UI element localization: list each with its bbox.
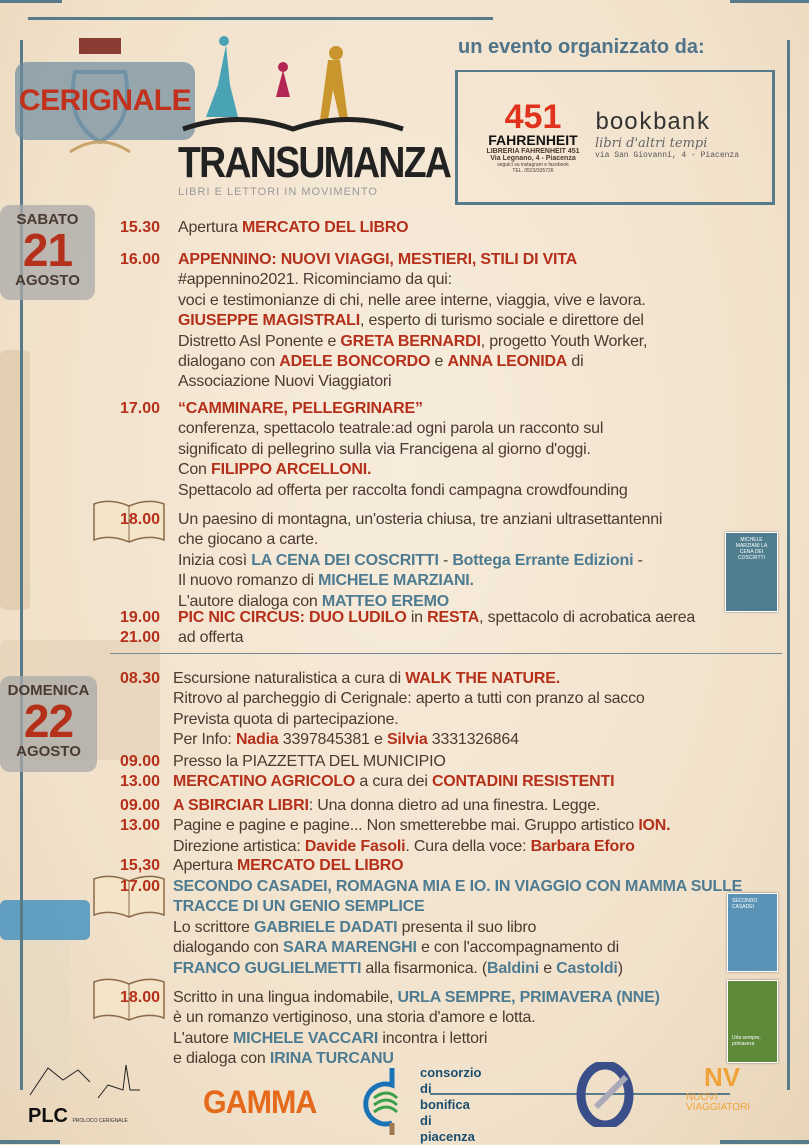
time-column [104,752,160,793]
highlight-red-text: ANNA LEONIDA [447,353,568,371]
text: Direzione artistica: [173,837,305,855]
description-line [178,481,628,501]
sponsor-gamma-logo: GAMMA [202,1084,317,1120]
highlight-blue-text: URLA SEMPRE, PRIMAVERA (NNE) [397,989,660,1006]
description-line [173,772,614,792]
consorzio-line: consorzio [420,1065,482,1080]
description-line [178,608,695,628]
event-time: 09.00 [119,797,160,814]
frame-line [730,0,809,3]
text: conferenza, spettacolo teatrale:ad ogni parola un racconto sul [178,420,604,438]
description-line [178,332,647,352]
event-description [178,250,647,393]
description-line [173,710,645,730]
description-line [173,816,670,836]
highlight-blue-text: Baldini [487,959,539,977]
description-line [178,352,647,372]
event-description [173,796,670,857]
description-line [178,372,647,392]
books-decoration [0,900,90,940]
description-line [173,988,660,1008]
cover-title: SECONDO CASADEI [732,898,758,910]
text: Scritto in una lingua indomabile, [173,989,398,1006]
bookbank-address: via San Giovanni, 4 - Piacenza [595,151,740,160]
description-line [173,752,614,772]
time-column [104,608,160,649]
event-time: 19.00 [119,609,160,626]
text: e dialoga con [173,1050,270,1068]
time-column [104,988,160,1008]
books-decoration [0,350,30,610]
fahrenheit-number: 451 [504,98,562,136]
time-column [104,250,160,270]
text: - [633,551,643,569]
fahrenheit-line: TEL. 0523/335726 [512,168,554,174]
frame-line [28,17,493,20]
event-time: 17.00 [119,878,160,895]
description-line [178,311,647,331]
text: . Cura della voce: [405,837,531,855]
description-line [178,218,408,238]
text: incontra i lettori [378,1029,488,1047]
description-line [178,460,628,480]
text: #appennino2021. Ricominciamo da qui: [178,271,452,289]
highlight-blue-text: IRINA TURCANU [269,1050,394,1068]
text: e [430,353,448,371]
highlight-blue-text: MICHELE MARZIANI. [318,572,474,590]
text: , progetto Youth Worker, [480,332,648,350]
town-badge: CERIGNALE [15,62,195,140]
time-column [104,399,160,419]
description-line [178,399,628,419]
description-line [173,959,742,979]
time-column [104,510,160,530]
text: Ritrovo al parcheggio di Cerignale: aperto a tutti con pranzo al sacco [173,690,645,708]
highlight-blue-text: Bottega Errante Edizioni [452,551,634,569]
description-line [173,730,645,750]
description-line [178,551,662,571]
plc-subtitle: PROLOCO CERIGNALE [72,1118,128,1124]
frame-line [787,40,790,1090]
frame-line [720,1140,809,1144]
description-line [178,419,628,439]
description-line [178,291,647,311]
text: Il nuovo romanzo di [178,572,319,590]
text: - [438,551,453,569]
time-column [104,669,160,689]
text: e [538,959,557,977]
logo-title: TRANSUMANZA [178,138,451,187]
text: ) [617,959,623,977]
sponsor-consorzio-logo [362,1063,482,1144]
day-divider [110,653,782,654]
description-line [173,689,645,709]
text: Un paesino di montagna, un'osteria chiusa, tre anziani ultrasettantenni [178,511,663,528]
highlight-red-text: WALK THE NATURE. [405,670,560,687]
description-line [178,571,662,591]
text: dialogano con [178,353,280,371]
highlight-blue-text: MICHELE VACCARI [232,1029,379,1047]
text: Distretto Asl Ponente e [178,332,341,350]
description-line [173,837,670,857]
event-description [173,752,614,793]
highlight-blue-text: FRANCO GUGLIELMETTI [173,959,362,977]
description-line [173,918,742,938]
text: 3397845381 e [278,731,387,749]
event-description [173,877,742,979]
event-description [173,856,403,876]
event-description [173,988,660,1070]
transumanza-logo [178,25,451,215]
event-time: 08.30 [119,670,160,687]
text: e con l'accompagnamento di [416,939,619,957]
month: AGOSTO [16,743,81,760]
time-column [104,796,160,837]
highlight-red-text: ION. [638,817,671,835]
day-number: 22 [23,695,74,747]
highlight-red-text: CONTADINI RESISTENTI [431,773,615,791]
description-line [178,510,662,530]
cover-title: Urla sempre, primavera [732,1035,761,1047]
nv-text: NV [704,1062,741,1092]
description-line [178,440,628,460]
text: Apertura [178,219,243,236]
description-line [178,270,647,290]
text: Apertura [173,857,238,874]
logo-subtitle: LIBRI E LETTORI IN MOVIMENTO [178,186,378,198]
description-line [173,1049,660,1069]
text: a cura dei [355,773,432,791]
time-column [104,877,160,897]
weekday: SABATO [16,211,79,228]
event-time: 15.30 [119,219,160,236]
highlight-red-text: GRETA BERNARDI [340,332,481,350]
day-number: 21 [22,224,73,276]
readers-illustration-icon [178,25,408,135]
fahrenheit-line: Via Legnano, 4 - Piacenza [490,155,576,162]
event-description [178,399,628,501]
highlight-red-text: ADELE BONCORDO [279,353,431,371]
description-line [173,897,742,917]
highlight-red-text: A SBIRCIAR LIBRI [173,797,309,814]
fahrenheit-line: LIBRERIA FAHRENHEIT 451 [486,148,580,155]
highlight-blue-text: SARA MARENGHI [283,939,417,957]
sponsor-nuovi-viaggiatori-logo [686,1062,786,1126]
text: 3331326864 [427,731,519,749]
consorzio-line: di piacenza [420,1113,475,1144]
text: L'autore dialoga con [178,592,322,610]
event-time: 09.00 [119,753,160,770]
event-time: 13.00 [119,773,160,791]
text: ad offerta [178,629,244,647]
event-time: 18.00 [119,989,160,1006]
description-line [173,796,670,816]
text: dialogando con [173,939,283,957]
highlight-blue-text: Castoldi [556,959,618,977]
highlight-blue-text: SECONDO CASADEI, ROMAGNA MIA E IO. IN VIAGGIO CON MAMMA SULLE [173,878,743,895]
event-time: 18.00 [119,511,160,528]
time-column [104,856,160,876]
date-badge-sunday [0,676,97,772]
description-line [173,1008,660,1028]
text: in [406,609,428,626]
bookbank-tagline: libri d'altri tempi [595,136,708,151]
text: Per Info: [173,731,236,749]
event-time: 15,30 [119,857,160,874]
event-time: 16.00 [119,251,160,268]
text: Presso la PIAZZETTA DEL MUNICIPIO [173,753,446,770]
text: , spettacolo di acrobatica aerea [479,609,696,626]
text: L'autore [173,1029,233,1047]
text: voci e testimonianze di chi, nelle aree interne, viaggia, vive e lavora. [178,291,646,309]
fahrenheit-logo [478,98,588,174]
month: AGOSTO [15,272,80,289]
description-line [178,250,647,270]
fahrenheit-line: seguici su instagram e facebook [497,162,569,168]
highlight-red-text: MERCATO DEL LIBRO [242,219,409,236]
event-description [173,669,645,751]
text: Con [178,461,211,479]
highlight-red-text: Davide Fasoli [304,837,406,855]
description-line [173,856,403,876]
text: che giocano a carte. [178,531,319,549]
description-line [173,1029,660,1049]
text: presenta il suo libro [397,918,537,936]
event-time: 21.00 [119,629,160,647]
highlight-red-text: “CAMMINARE, PELLEGRINARE” [178,400,423,417]
frame-line [20,40,23,1090]
highlight-red-text: Silvia [386,731,428,749]
text: , esperto di turismo sociale e direttore del [360,312,644,330]
sponsor-proloco-logo [28,1060,143,1125]
cover-title: MICHELE MARZIANI LA CENA DEI COSCRITTI [735,537,768,561]
highlight-blue-text: TRACCE DI UN GENIO SEMPLICE [173,898,425,916]
text: di [567,353,584,371]
description-line [178,628,695,648]
text: è un romanzo vertiginoso, una storia d'amore e lotta. [173,1009,536,1027]
organizer-label: un evento organizzato da: [458,36,705,58]
text: Inizia così [178,551,252,569]
book-cover [725,532,778,612]
highlight-red-text: Nadia [235,731,279,749]
frame-line [0,0,62,3]
text: Pagine e pagine e pagine... Non smetterebbe mai. Gruppo artistico [173,817,639,835]
text: Associazione Nuovi Viaggiatori [178,373,392,391]
event-time: 13.00 [119,817,160,835]
book-cover [727,980,778,1063]
highlight-red-text: RESTA [427,609,480,626]
highlight-red-text: MERCATINO AGRICOLO [173,773,356,791]
plc-text: PLC [28,1105,68,1127]
text: alla fisarmonica. ( [361,959,488,977]
text: Escursione naturalistica a cura di [173,670,406,687]
date-badge-saturday [0,205,95,300]
weekday: DOMENICA [7,682,90,699]
highlight-red-text: FILIPPO ARCELLONI. [211,461,372,479]
text: significato di pellegrino sulla via Francigena al giorno d'oggi. [178,440,591,458]
event-description [178,218,408,238]
consorzio-line: di bonifica [420,1081,470,1112]
fahrenheit-name: FAHRENHEIT [488,132,578,148]
text: Prevista quota di partecipazione. [173,710,399,728]
time-column [104,218,160,238]
description-line [173,938,742,958]
nv-subtitle: NUOVI VIAGGIATORI [686,1092,751,1113]
event-time: 17.00 [119,400,160,417]
event-description [178,510,662,612]
text: Spettacolo ad offerta per raccolta fondi campagna crowdfounding [178,481,628,499]
highlight-blue-text: MATTEO EREMO [321,592,449,610]
bookbank-name: bookbank [595,110,711,137]
sponsor-g-logo [576,1062,634,1127]
highlight-red-text: GIUSEPPE MAGISTRALI [178,312,360,330]
highlight-red-text: MERCATO DEL LIBRO [237,857,404,874]
highlight-blue-text: GABRIELE DADATI [254,918,398,936]
highlight-blue-text: LA CENA DEI COSCRITTI [251,551,439,569]
description-line [173,877,742,897]
frame-line [0,1140,60,1144]
highlight-red-text: PIC NIC CIRCUS: DUO LUDILO [178,609,407,626]
text: : Una donna dietro ad una finestra. Legge. [308,797,601,814]
bookbank-logo [595,112,755,160]
description-line [178,530,662,550]
organizers-box [455,70,775,205]
event-description [178,608,695,649]
text: Lo scrittore [173,918,254,936]
highlight-red-text: APPENNINO: NUOVI VIAGGI, MESTIERI, STILI DI VITA [178,251,578,268]
highlight-red-text: Barbara Eforo [530,837,635,855]
description-line [173,669,645,689]
